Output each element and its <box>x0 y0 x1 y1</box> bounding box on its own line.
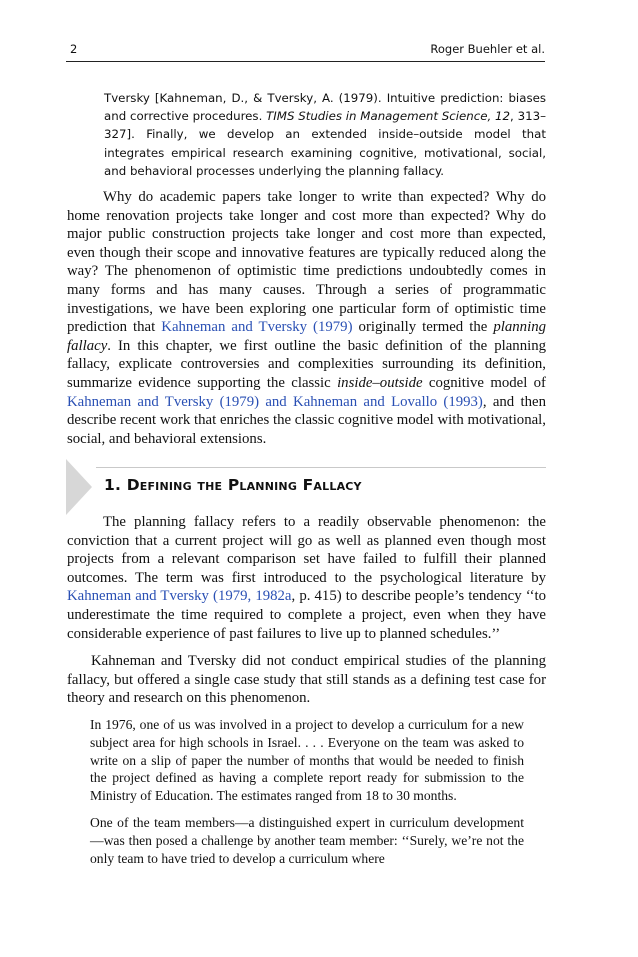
running-header <box>66 38 545 58</box>
section-arrow-icon <box>66 459 92 515</box>
running-head-author: Roger Buehler et al. <box>430 42 545 56</box>
intro-text-3: . In this chapter, we first outline the basic definition of the planning fallacy, explicate controversies and complexities surrounding its definition, summarize evidence supporting the classic <box>67 337 546 391</box>
header-rule <box>66 61 545 62</box>
section-heading <box>66 459 546 509</box>
intro-text-1: Why do academic papers take longer to write than expected? Why do home renovation projects take longer and cost more than expected? Why do major public construction projects take longer and cost more than expected, even though their scope and innovative features are typically reduced along the way? The phenomenon of optimistic time predictions undoubtedly comes in many forms and has many causes. Through a series of programmatic investigations, we have been exploring one particular form of optimistic time prediction that <box>67 189 546 336</box>
term-planning-fallacy: planning fallacy <box>67 319 546 354</box>
abstract-paragraph <box>104 89 546 180</box>
citation-link-kahneman-tversky-1979-1982a[interactable]: Kahneman and Tversky (1979, 1982a <box>67 588 292 605</box>
abstract-journal: TIMS Studies in Management Science, 12 <box>266 109 511 124</box>
intro-paragraph <box>67 188 546 448</box>
block-quote-2: One of the team members—a distinguished expert in curriculum development—was then posed a challenge by another team member: ‘‘Surely, we’re not the only team to have tried to develop a curriculum where <box>90 815 524 866</box>
case-study-paragraph <box>67 652 546 708</box>
intro-text-2: originally termed the <box>352 319 494 336</box>
abstract-text-1: Tversky [Kahneman, D., & Tversky, A. (1979). Intuitive prediction: biases and corrective procedures. <box>104 91 546 124</box>
page-number: 2 <box>70 42 78 56</box>
definition-text-2: , p. 415) to describe people’s tendency ‘‘to underestimate the time required to complete a project, even when they have considerable experience of past failures to live up to planned schedules.’’ <box>67 588 547 642</box>
section-title-text: Defining the Planning Fallacy <box>126 476 362 494</box>
term-inside-outside: inside–outside <box>337 374 423 391</box>
definition-text-1: The planning fallacy refers to a readily observable phenomenon: the conviction that a current project will go as well as planned even though most projects from a relevant comparison set have failed to fulfill their planned outcomes. The term was first introduced to the psychological literature by <box>67 514 546 586</box>
definition-paragraph <box>67 513 546 643</box>
citation-link-kahneman-tversky-1979[interactable]: Kahneman and Tversky (1979) <box>161 319 353 336</box>
citation-link-kahneman-lovallo[interactable]: Kahneman and Tversky (1979) and Kahneman and Lovallo (1993) <box>67 393 483 410</box>
section-title <box>104 476 362 494</box>
intro-text-4: cognitive model of <box>422 374 546 391</box>
section-number: 1. <box>104 476 122 494</box>
abstract-text-2: , 313–327]. Finally, we develop an extended inside–outside model that integrates empirical research examining cognitive, motivational, social, and behavioral processes underlying the planning fallacy. <box>104 109 546 178</box>
intro-text-5: , and then describe recent work that enriches the classic cognitive model with motivational, social, and behavioral extensions. <box>67 393 546 447</box>
section-rule <box>96 467 546 468</box>
case-study-text: Kahneman and Tversky did not conduct empirical studies of the planning fallacy, but offered a single case study that still stands as a defining test case for theory and research on this phenomenon. <box>67 653 546 707</box>
block-quote-1: In 1976, one of us was involved in a project to develop a curriculum for a new subject area for high schools in Israel. . . . Everyone on the team was asked to write on a slip of paper the number of months that would be needed to finish the project defined as having a complete report ready for submission to the Ministry of Education. The estimates ranged from 18 to 30 months. <box>90 717 524 804</box>
